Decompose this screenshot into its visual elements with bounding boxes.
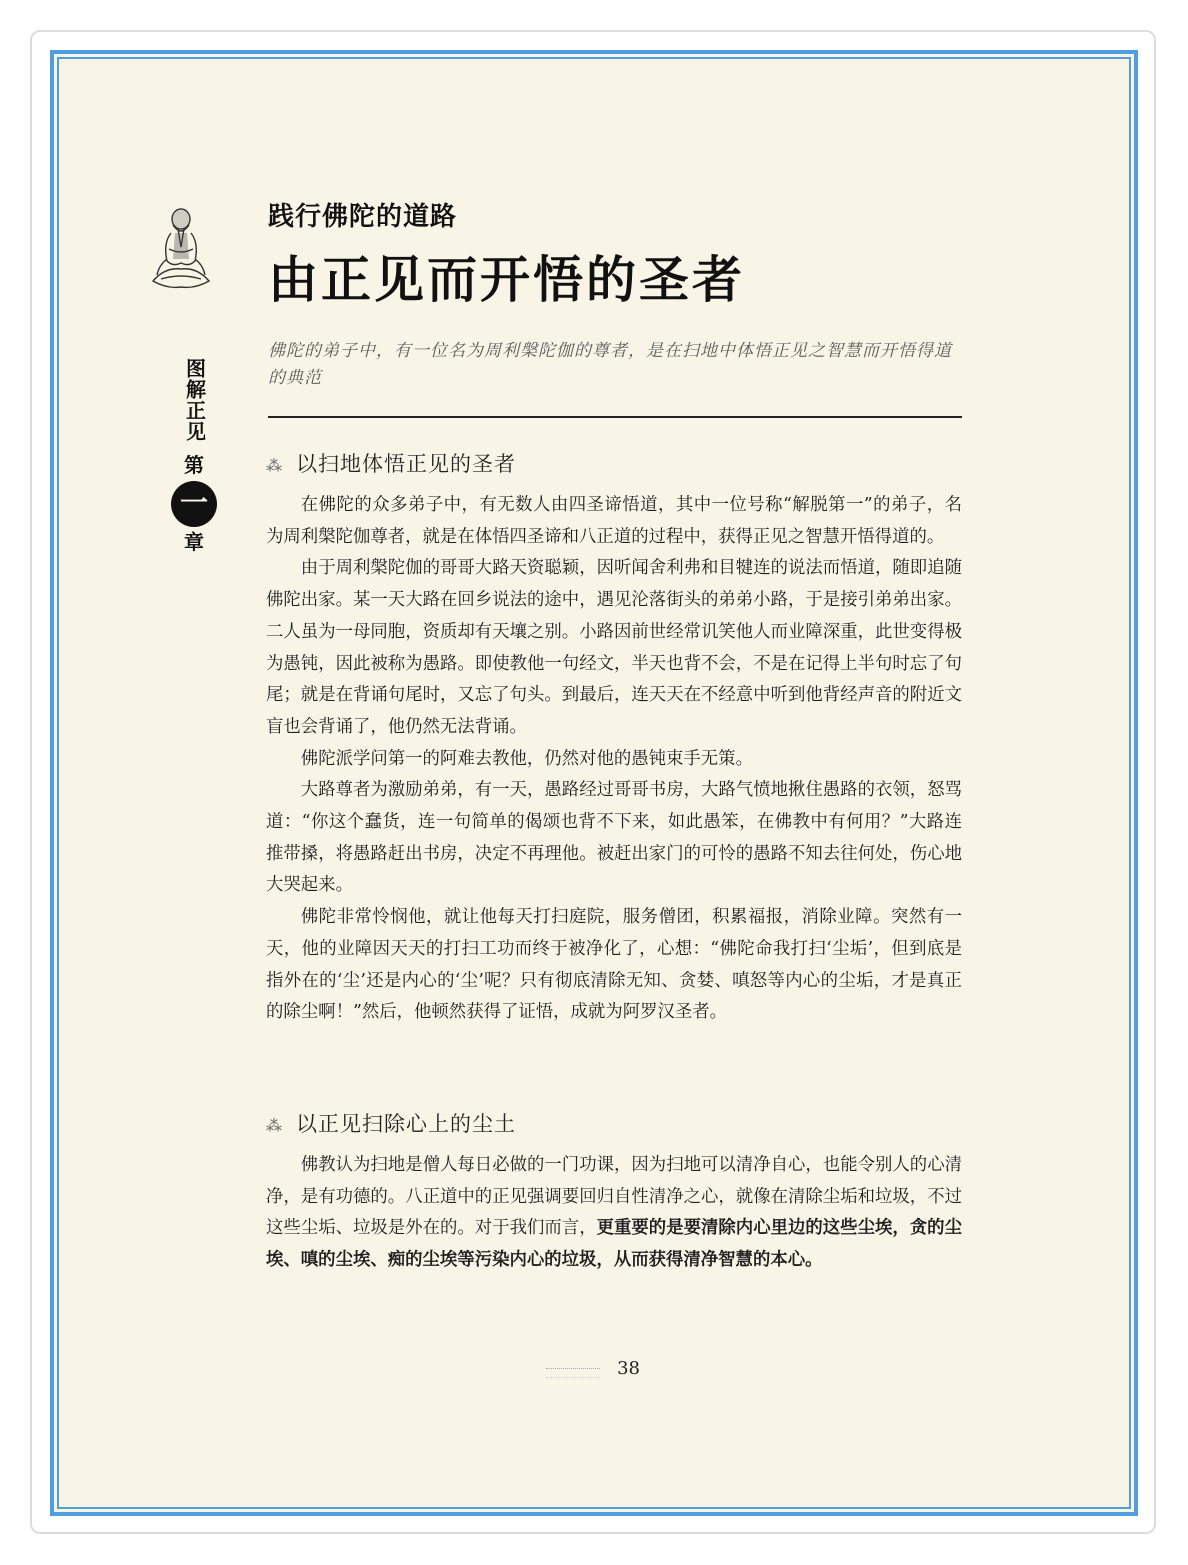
page-number-text: 38 bbox=[617, 1358, 640, 1379]
paragraph: 大路尊者为激励弟弟，有一天，愚路经过哥哥书房，大路气愤地揪住愚路的衣领，怒骂道：“你这个蠢货，连一句简单的偈颂也背不下来，如此愚笨，在佛教中有何用？”大路连推带搡，将愚路赶出书房，决定不再理他。被赶出家门的可怜的愚路不知去往何处，伤心地大哭起来。 bbox=[266, 780, 962, 896]
chapter-prefix: 第 bbox=[184, 453, 204, 477]
page-subtitle: 践行佛陀的道路 bbox=[268, 202, 458, 232]
section-heading-2 bbox=[266, 1108, 516, 1138]
intro-summary: 佛陀的弟子中，有一位名为周利槃陀伽的尊者，是在扫地中体悟正见之智慧而开悟得道的典范 bbox=[268, 341, 952, 388]
paragraph-normal-text: 佛教认为扫地是僧人每日必做的一门功课，因为扫地可以清净自心，也能令别人的心清净，是有功德的。八正道中的正见强调要回归自性清净之心，就像在清除尘垢和垃圾，不过这些尘垢、垃圾是外在的。对于我们而言， bbox=[266, 1155, 962, 1239]
ornament-icon: ⁂ bbox=[266, 1116, 283, 1135]
divider-rule bbox=[268, 416, 962, 418]
paragraph-bold-text: 更重要的是要清除内心里边的这些尘埃，贪的尘埃、嗔的尘埃、痴的尘埃等污染内心的垃圾，从而获得清净智慧的本心。 bbox=[266, 1218, 962, 1271]
paragraph bbox=[266, 1150, 962, 1277]
chapter-number-badge: 一 bbox=[171, 481, 217, 527]
paragraph: 在佛陀的众多弟子中，有无数人由四圣谛悟道，其中一位号称“解脱第一”的弟子，名为周利槃陀伽尊者，就是在体悟四圣谛和八正道的过程中，获得正见之智慧开悟得道的。 bbox=[266, 495, 962, 547]
section-heading-1-text: 以扫地体悟正见的圣者 bbox=[296, 452, 516, 476]
section-heading-2-text: 以正见扫除心上的尘土 bbox=[296, 1112, 516, 1136]
page-number bbox=[540, 1358, 640, 1379]
chapter-suffix: 章 bbox=[184, 530, 204, 554]
page-number-ornament bbox=[546, 1368, 600, 1378]
page-title: 由正见而开悟的圣者 bbox=[268, 250, 745, 309]
book-title-vertical: 图解正见 bbox=[182, 358, 207, 442]
paragraph: 佛陀非常怜悯他，就让他每天打扫庭院，服务僧团，积累福报，消除业障。突然有一天，他的业障因天天的打扫工功而终于被净化了，心想：“佛陀命我打扫‘尘垢’，但到底是指外在的‘尘’还是内心的‘尘’呢？只有彻底清除无知、贪婪、嗔怒等内心的尘垢，才是真正的除尘啊！”然后，他顿然获得了证悟，成就为阿罗汉圣者。 bbox=[266, 907, 962, 1023]
paragraph: 由于周利槃陀伽的哥哥大路天资聪颖，因听闻舍利弗和目犍连的说法而悟道，随即追随佛陀出家。某一天大路在回乡说法的途中，遇见沦落街头的弟弟小路，于是接引弟弟出家。二人虽为一母同胞，资质却有天壤之别。小路因前世经常讥笑他人而业障深重，此世变得极为愚钝，因此被称为愚路。即使教他一句经文，半天也背不会，不是在记得上半句时忘了句尾；就是在背诵句尾时，又忘了句头。到最后，连天天在不经意中听到他背经声音的附近文盲也会背诵了，他仍然无法背诵。 bbox=[266, 558, 962, 737]
paragraph: 佛陀派学问第一的阿难去教他，仍然对他的愚钝束手无策。 bbox=[300, 748, 753, 769]
section-1-body bbox=[266, 490, 962, 1029]
monk-figure-illustration bbox=[145, 203, 217, 295]
section-2-body bbox=[266, 1150, 962, 1277]
ornament-icon: ⁂ bbox=[266, 456, 283, 475]
chapter-sidebar bbox=[168, 358, 220, 554]
section-heading-1 bbox=[266, 448, 516, 478]
